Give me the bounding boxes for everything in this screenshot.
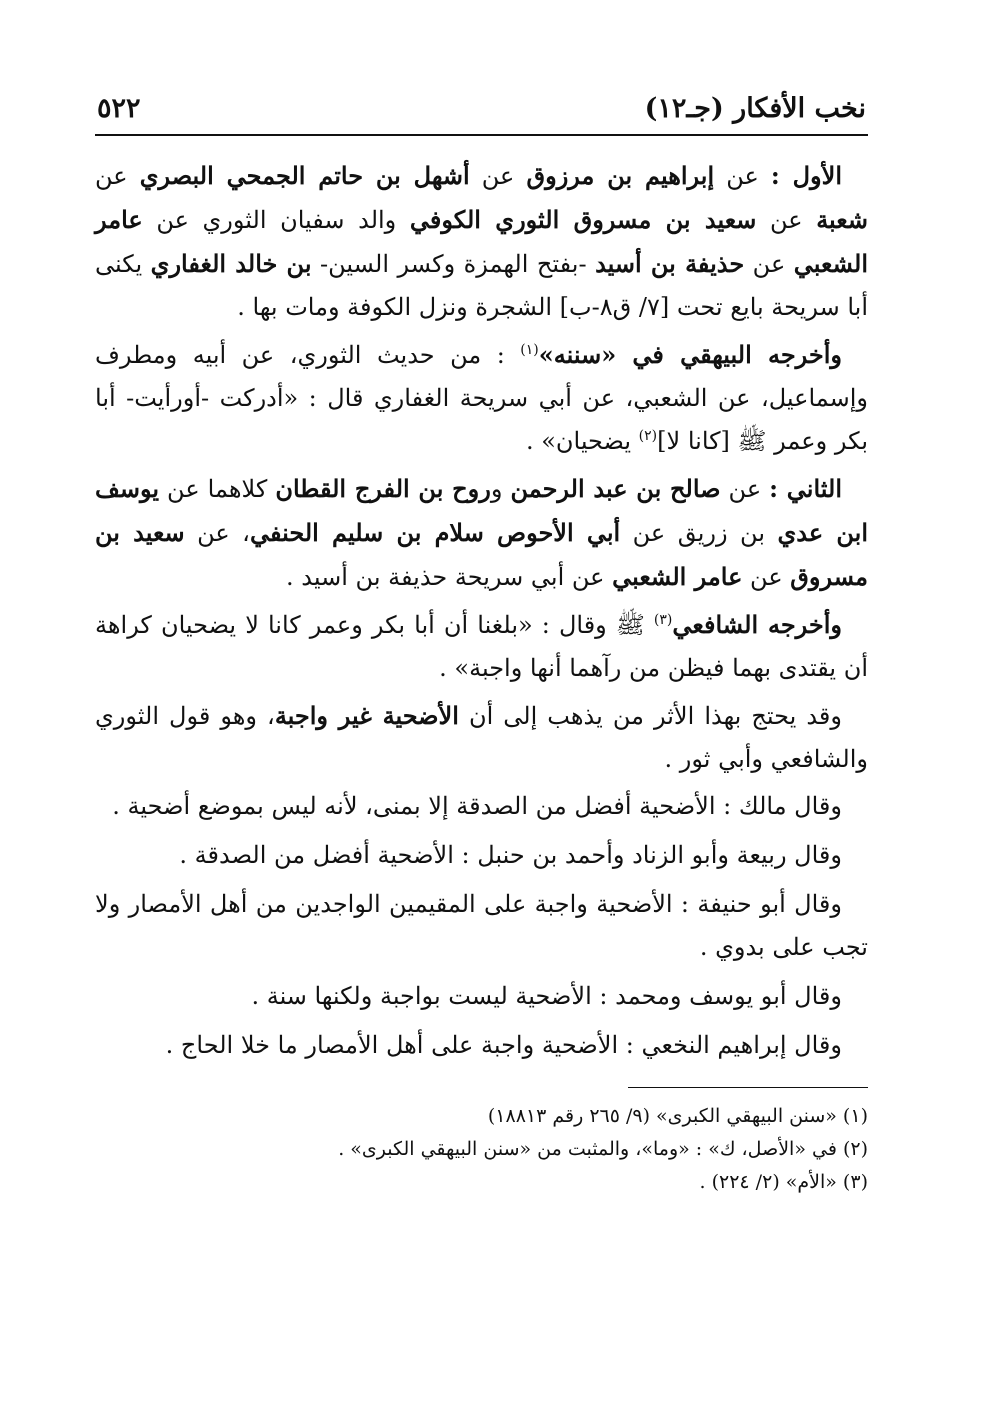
paragraph-second-chain: الثاني : عن صالح بن عبد الرحمن وروح بن الفرج القطان كلاهما عن يوسف ابن عدي بن زريق عن أبي الأحوص سلام بن سليم الحنفي، عن سعيد بن مسروق عن عامر الشعبي عن أبي سريحة حذيفة بن أسيد . bbox=[95, 474, 868, 591]
paragraph-bayhaqi: وأخرجه البيهقي في «سننه»$^{(١)}$ : من حديث الثوري، عن أبيه ومطرف وإسماعيل، عن الشعبي، عن أبي سريحة الغفاري قال : «أدركت -أورأيت- أبا بكر وعمر ﷺ [كانا لا]$^{(٢)}$ يضحيان» . bbox=[95, 340, 869, 455]
footnote-ref-1: (١) bbox=[520, 342, 539, 358]
footnotes bbox=[95, 1100, 868, 1199]
running-header bbox=[95, 92, 868, 136]
footnote-ref-2: (٢) bbox=[638, 428, 658, 444]
paragraph-malik: وقال مالك : الأضحية أفضل من الصدقة إلا بمنى، لأنه ليس بموضع أضحية . bbox=[112, 792, 842, 820]
paragraph-abu-yusuf: وقال أبو يوسف ومحمد : الأضحية ليست بواجبة ولكنها سنة . bbox=[251, 982, 842, 1010]
footnote-2: (٢) في «الأصل، ك» : «وما»، والمثبت من «سنن البيهقي الكبرى» . bbox=[338, 1138, 868, 1160]
paragraph-first-chain: الأول : عن إبراهيم بن مرزوق عن أشهل بن حاتم الجمحي البصري عن شعبة عن سعيد بن مسروق الثوري الكوفي والد سفيان الثوري عن عامر الشعبي عن حذيفة بن أسيد -بفتح الهمزة وكسر السين- بن خالد الغفاري يكنى أبا سريحة بايع تحت [٧/ ق٨-ب] الشجرة ونزل الكوفة ومات بها . bbox=[95, 161, 868, 321]
main-text bbox=[95, 154, 868, 1067]
book-title: نخب الأفكار (جـ١٢) bbox=[644, 93, 866, 124]
paragraph-shafii: وأخرجه الشافعي$^{(٣)}$ ﷺ وقال : «بلغنا أن أبا بكر وعمر كانا لا يضحيان كراهة أن يقتدى بهما فيظن من رآهما أنها واجبة» . bbox=[95, 610, 868, 682]
paragraph-argument: وقد يحتج بهذا الأثر من يذهب إلى أن الأضحية غير واجبة، وهو قول الثوري والشافعي وأبي ثور . bbox=[95, 701, 868, 773]
paragraph-nakhai: وقال إبراهيم النخعي : الأضحية واجبة على أهل الأمصار ما خلا الحاج . bbox=[165, 1031, 842, 1059]
page-number: ٥٢٢ bbox=[97, 93, 141, 124]
footnote-3: (٣) «الأم» (٢/ ٢٢٤) . bbox=[699, 1171, 868, 1193]
paragraph-rabia: وقال ربيعة وأبو الزناد وأحمد بن حنبل : الأضحية أفضل من الصدقة . bbox=[179, 841, 842, 869]
footnote-separator bbox=[628, 1087, 868, 1088]
footnote-ref-3: (٣) bbox=[653, 612, 673, 628]
footnote-1: (١) «سنن البيهقي الكبرى» (٩/ ٢٦٥ رقم ١٨٨١٣) bbox=[487, 1105, 868, 1127]
paragraph-abu-hanifa: وقال أبو حنيفة : الأضحية واجبة على المقيمين الواجدين من أهل الأمصار ولا تجب على بدوي . bbox=[95, 890, 868, 961]
